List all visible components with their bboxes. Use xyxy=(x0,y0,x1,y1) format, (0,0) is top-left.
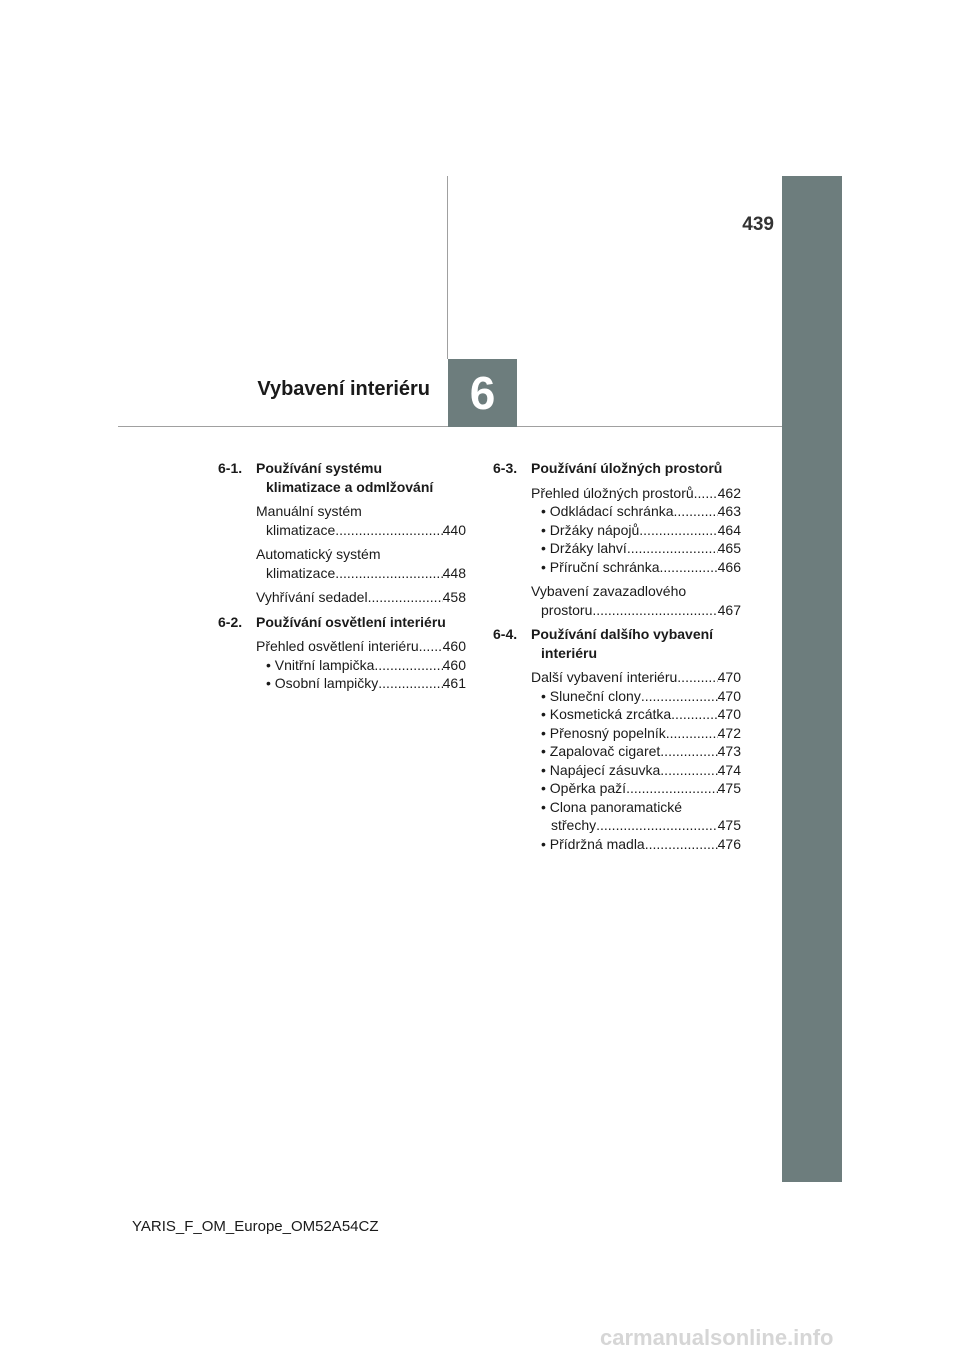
leader-dots xyxy=(374,656,442,675)
toc-subentry[interactable] xyxy=(531,687,741,706)
toc-subentry[interactable] xyxy=(531,521,741,540)
leader-dots xyxy=(674,502,718,521)
leader-dots xyxy=(677,668,717,687)
toc-subentries xyxy=(256,656,466,693)
toc-entry-text: • Vnitřní lampička xyxy=(266,656,375,673)
vertical-rule xyxy=(447,176,448,359)
toc-page-number: 465 xyxy=(717,540,741,556)
toc-page-number: 462 xyxy=(717,484,741,501)
toc-entry-line xyxy=(531,601,741,620)
toc-entry-line xyxy=(541,742,741,761)
chapter-title: Vybavení interiéru xyxy=(257,378,430,400)
chapter-number-box: 6 xyxy=(448,359,517,427)
toc-subentry[interactable] xyxy=(531,558,741,577)
toc-page-number: 475 xyxy=(717,780,741,796)
toc-section xyxy=(218,613,466,632)
section-title-line: klimatizace a odmlžování xyxy=(266,478,434,495)
toc-page-number: 458 xyxy=(442,589,466,605)
leader-dots xyxy=(660,558,718,577)
leader-dots xyxy=(596,816,718,835)
toc-section xyxy=(493,625,741,662)
toc-entry-text: • Držáky nápojů xyxy=(541,521,640,538)
leader-dots xyxy=(335,564,442,583)
toc-entry-line xyxy=(256,564,466,583)
toc-page-number: 475 xyxy=(717,817,741,833)
toc-entry-text: Vybavení zavazadlového xyxy=(531,583,687,599)
toc-subentry[interactable] xyxy=(531,705,741,724)
toc-entry-line xyxy=(256,521,466,540)
toc-entry[interactable] xyxy=(531,668,741,853)
toc-entry-line xyxy=(256,637,466,656)
toc-page-number: 476 xyxy=(717,835,741,852)
toc-entry-text: Další vybavení interiéru xyxy=(531,669,678,685)
toc-page-number: 467 xyxy=(717,601,741,618)
toc-column-left xyxy=(218,459,466,699)
toc-entry-text: • Příruční schránka xyxy=(541,558,660,575)
toc-subentry[interactable] xyxy=(531,502,741,521)
toc-entries xyxy=(493,668,741,853)
toc-entry-line xyxy=(541,779,741,798)
toc-entry-line xyxy=(541,835,741,854)
section-number: 6-2. xyxy=(218,613,243,630)
toc-entry-line xyxy=(541,761,741,780)
toc-entry-line xyxy=(256,545,466,564)
toc-subentry[interactable] xyxy=(531,742,741,761)
leader-dots xyxy=(335,521,442,540)
toc-subentry[interactable] xyxy=(531,539,741,558)
toc-entry-line xyxy=(256,502,466,521)
section-number: 6-1. xyxy=(218,460,243,476)
toc-entry-text: • Držáky lahví xyxy=(541,540,627,556)
toc-entry-text: • Opěrka paží xyxy=(541,780,627,796)
toc-entry-text: • Přídržná madla xyxy=(541,835,645,852)
watermark: carmanualsonline.info xyxy=(600,1325,834,1350)
leader-dots xyxy=(660,742,717,761)
toc-column-right xyxy=(493,459,741,859)
leader-dots xyxy=(419,637,443,656)
toc-entry[interactable] xyxy=(531,582,741,619)
toc-entry[interactable] xyxy=(531,484,741,577)
leader-dots xyxy=(378,674,442,693)
section-title-line: Používání dalšího vybavení xyxy=(531,626,714,642)
section-title xyxy=(218,613,466,632)
toc-entry-line xyxy=(266,674,466,693)
toc-entry-line xyxy=(541,816,741,835)
toc-entry-text: • Přenosný popelník xyxy=(541,724,666,741)
toc-entry-line xyxy=(541,558,741,577)
toc-page-number: 440 xyxy=(442,521,466,538)
toc-entry-text: Manuální systém xyxy=(256,503,362,519)
toc-entry-line xyxy=(531,484,741,503)
toc-entry-text: • Napájecí zásuvka xyxy=(541,761,661,778)
toc-subentry[interactable] xyxy=(531,779,741,798)
toc-subentry[interactable] xyxy=(256,656,466,675)
leader-dots xyxy=(639,521,717,540)
section-number: 6-4. xyxy=(493,626,518,642)
toc-entry-line xyxy=(541,502,741,521)
section-title-line: Používání úložných prostorů xyxy=(531,460,723,476)
toc-entry-text: Přehled úložných prostorů xyxy=(531,484,694,501)
toc-entry-line xyxy=(541,705,741,724)
toc-entry-text: • Zapalovač cigaret xyxy=(541,743,661,759)
leader-dots xyxy=(694,484,718,503)
leader-dots xyxy=(368,588,443,607)
page-number: 439 xyxy=(742,214,774,235)
toc-entry-line xyxy=(541,539,741,558)
toc-page-number: 470 xyxy=(717,687,741,704)
toc-entry[interactable] xyxy=(256,502,466,539)
toc-page-number: 466 xyxy=(717,558,741,575)
toc-page-number: 472 xyxy=(717,724,741,741)
toc-subentry[interactable] xyxy=(531,798,741,835)
toc-entry-line xyxy=(541,521,741,540)
toc-page-number: 470 xyxy=(717,706,741,722)
toc-entry-text: • Odkládací schránka xyxy=(541,503,674,519)
toc-entry-text: Vyhřívání sedadel xyxy=(256,589,368,605)
toc-entry-line xyxy=(541,724,741,743)
toc-entry-text: • Clona panoramatické xyxy=(541,798,683,815)
leader-dots xyxy=(666,724,718,743)
toc-page-number: 460 xyxy=(442,638,466,654)
toc-page-number: 474 xyxy=(717,761,741,778)
section-title-line: Používání osvětlení interiéru xyxy=(256,613,446,630)
leader-dots xyxy=(641,687,718,706)
section-title xyxy=(493,625,741,662)
leader-dots xyxy=(671,705,717,724)
leader-dots xyxy=(626,779,718,798)
toc-subentry[interactable] xyxy=(531,724,741,743)
toc-entry-text: • Sluneční clony xyxy=(541,687,641,704)
toc-page-number: 463 xyxy=(717,503,741,519)
toc-subentry[interactable] xyxy=(531,835,741,854)
section-title xyxy=(218,459,466,496)
toc-subentries xyxy=(531,687,741,854)
toc-entries xyxy=(493,484,741,620)
toc-entry-text: střechy xyxy=(551,817,597,833)
toc-entry[interactable] xyxy=(256,545,466,582)
toc-entry-text: Automatický systém xyxy=(256,546,381,562)
toc-page-number: 460 xyxy=(442,656,466,673)
toc-page-number: 470 xyxy=(717,669,741,685)
section-number: 6-3. xyxy=(493,460,518,476)
toc-entry-text: prostoru xyxy=(541,601,593,618)
toc-entry-line xyxy=(256,588,466,607)
toc-entries xyxy=(218,637,466,693)
toc-page-number: 461 xyxy=(442,675,466,691)
leader-dots xyxy=(645,835,718,854)
toc-entry-text: • Osobní lampičky xyxy=(266,675,379,691)
toc-entries xyxy=(218,502,466,607)
chapter-tab-bar xyxy=(782,176,842,1182)
toc-subentry[interactable] xyxy=(531,761,741,780)
leader-dots xyxy=(592,601,717,620)
toc-entry-line xyxy=(531,582,741,601)
toc-subentries xyxy=(531,502,741,576)
section-title-line: interiéru xyxy=(541,644,598,661)
toc-entry-text: Přehled osvětlení interiéru xyxy=(256,638,419,654)
leader-dots xyxy=(660,761,717,780)
toc-page-number: 448 xyxy=(442,564,466,581)
toc-entry-text: klimatizace xyxy=(266,564,336,581)
toc-entry-line xyxy=(266,656,466,675)
toc-entry-line xyxy=(541,798,741,817)
toc-entry-text: • Kosmetická zrcátka xyxy=(541,706,672,722)
leader-dots xyxy=(627,539,718,558)
toc-section xyxy=(493,459,741,478)
toc-entry[interactable] xyxy=(256,637,466,693)
toc-entry-line xyxy=(541,687,741,706)
toc-entry[interactable] xyxy=(256,588,466,607)
toc-page-number: 473 xyxy=(717,743,741,759)
toc-entry-line xyxy=(531,668,741,687)
toc-page-number: 464 xyxy=(717,521,741,538)
section-title-line: Používání systému xyxy=(256,460,383,476)
toc-section xyxy=(218,459,466,496)
toc-entry-text: klimatizace xyxy=(266,521,336,538)
section-title xyxy=(493,459,741,478)
toc-subentry[interactable] xyxy=(256,674,466,693)
document-code: YARIS_F_OM_Europe_OM52A54CZ xyxy=(132,1218,379,1235)
